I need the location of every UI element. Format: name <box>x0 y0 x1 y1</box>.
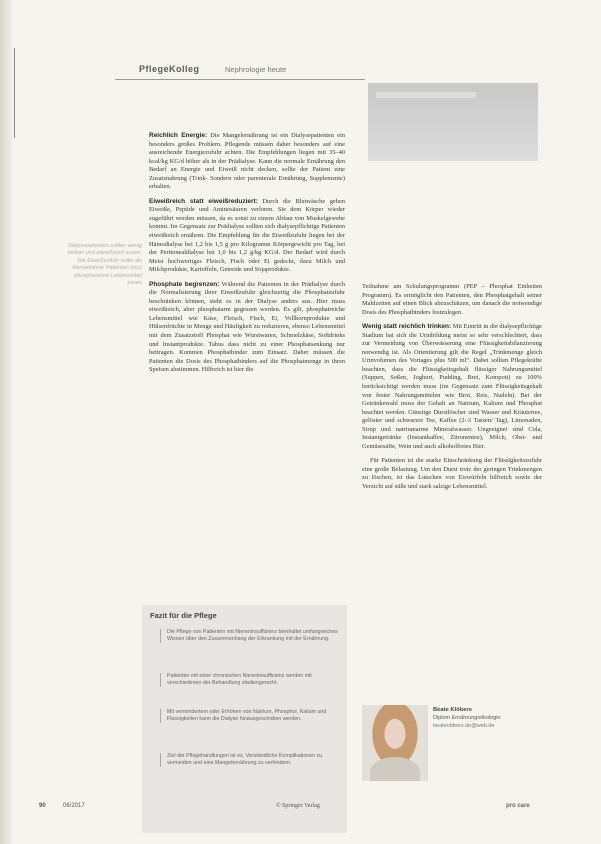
paragraph-heading: Eiweißreich statt eiweißreduziert: <box>149 197 258 205</box>
page-header <box>115 64 555 80</box>
left-column <box>149 132 345 381</box>
section-title: Nephrologie heute <box>225 65 287 74</box>
paragraph-text: Während die Patienten in der Prädialyse durch die Normalisierung ihrer Eiweißzufuhr gleichzeitig die Phosphatzufuhr beschränken können, steht es in der Dialyse anders aus. Hier muss eiweißreich, aber phosphatarm gegessen werden. Es gilt, phosphatreiche Lebensmittel wie Käse, Fleisch, Fisch, Ei, Vollkornprodukte und Hülsenfrüchte in Menge und Häufigkeit zu reduzieren, ebenso Lebensmittel mit dem Zusatzstoff Phosphat wie Wurstwaren, Schmelzkäse, Softdrinks und Instantprodukte. Tabus dass nicht zu einer Phosphatsenkung nur beitragen. Kommen Phosphatbinder zum Einsatz. Daher müssen die Patienten die Dosis des Phosphatbinders auf die Phosphatmenge in ihren Speisen abstimmen. Hilfreich ist hier die <box>149 280 345 374</box>
page-number: 90 <box>39 803 46 809</box>
fazit-item: Mit vermindertem oder Erhöhen von Natrium, Phosphor, Kalium und Flüssigkeiten kann die Dialyse hinausgeschoben werden. <box>160 709 347 723</box>
issue-number: 06/2017 <box>63 803 85 809</box>
paragraph-heading: Phosphate begrenzen: <box>149 280 220 288</box>
fazit-item: Ziel der Pflegehandlungen ist es, Verständliche Komplikationen zu vermeiden und eine Mangelernährung zu verhindern. <box>160 753 347 767</box>
header-rule <box>115 79 365 80</box>
author-name: Beate Klöbers <box>433 707 472 713</box>
fazit-item: Die Pflege von Patienten mit Niereninsuffizienz beinhaltet umfangreiches Wissen über den Zusammenhang der Erkrankung mit der Ernährung. <box>160 629 347 643</box>
gray-box-highlight <box>376 92 476 98</box>
author-website: beateobbers.de@web.de <box>433 723 495 729</box>
right-column <box>362 283 542 498</box>
paragraph-text: Die Mangelernährung ist ein Dialysepatienten ein besonders großes Problem. Pflegende müssen daher besonders auf eine ausreichende Energiezufuhr achten. Die Empfehlungen liegen mit 35–40 kcal/kg KG/d höher als in der Prädialyse. Kann die normale Ernährung den Bedarf an Energie und Eiweiß nicht decken, sollte der Patient eine Zusatznahrung (Trink- Sondern oder parenterale Ernährung, Supplemente) erhalten. <box>149 132 345 191</box>
fazit-box <box>142 605 347 833</box>
paragraph <box>149 281 345 375</box>
paragraph-heading: Reichlich Energie: <box>149 132 208 139</box>
author-shoulders <box>370 757 420 781</box>
author-role: Diplom Ernährungsökologin <box>433 715 501 721</box>
paragraph-text: Mit Eintritt in die dialysepflichtige Stadium hat sich die Urinbildung meist so sehr verschlechtert, dass zur Vermeidung von Überwässerung eine Flüssigkeitsbilanzierung notwendig ist. Als Orientierung gilt die Regel „Trinkmenge gleich Urinvolumen des Vortages plus 500 ml“. Dabei sollten Pflegekräfte beachten, dass die Flüssigkeitsgehalt flüssiger Nahrungsmittel (Suppen, Soßen, Joghurt, Pudding, Brei, Kompott) zu 100% berücksichtigt werden muss (im Gegensatz zum Flüssigkeitsgehalt von fester Nahrungsmittelen wie Brot, Reis, Nudeln). Bei der Getränkewahl muss der Gehalt an Natrium, Kalium und Phosphat beachtet werden. Günstige Durstlöscher sind Wasser und Kräutertee, gelöster und schwarzer Tee, Kaffee (2–3 Tassen/ Tag), Limonaden, Sirup und natriumarme Mineralwasser. Ungeeignet sind Cola, Instantgetränke (Instantkaffee, Zitronentee), Milch, Obst- und Gemüsesäfte, Wein und auch alkoholfreies Bier. <box>362 323 542 450</box>
margin-rule <box>14 48 15 138</box>
paragraph <box>149 198 345 275</box>
publisher: © Springer Verlag <box>276 803 320 809</box>
paragraph-text: Teilnahme am Schulungsprogramm (PEP – Phosphat Einheiten Programm). Es ermöglicht den Patienten, den Phosphatgehalt seiner Mahlzeiten auf einen Blick abzuschätzen, um danach die notwendige Dosis des Phosphatbinders festzulegen. <box>362 283 542 316</box>
fazit-item: Patienten mit einer chronischen Niereninsuffizienz werden mit verschiedenen der Behandlung stadiengerecht. <box>160 673 347 687</box>
journal-logo: PflegeKolleg <box>139 64 200 74</box>
binding-shadow <box>0 0 14 844</box>
paragraph-text: Für Patienten ist die starke Einschränkung der Flüssigkeitszufuhr eine große Belastung. Um den Durst trotz der geringen Trinkmengen zu löschen, ist das Lutschen von Eiswürfeln hilfreich sowie der Verzicht auf süße und stark salzige Lebensmittel. <box>362 457 542 491</box>
pull-quote: Dialysepatienten sollten wenig trinken und eiweißreich essen. Die Eiweißzufuhr sollte als Hämodialyse Patienten (nur) phosphatarme Lebensmittel essen <box>67 243 142 287</box>
paragraph <box>362 323 542 451</box>
paragraph <box>362 457 542 491</box>
paragraph <box>149 132 345 192</box>
paragraph-heading: Wenig statt reichlich trinken: <box>362 323 452 331</box>
paragraph-text: Durch die Blutwäsche gehen Eiweiße, Peptide und Aminosäuren verloren. Sie dem Körper wieder zugeführt werden müssen, da es sonst zu einem Abbau von Muskelgewebe kommt. Im Gegensatz zur Prädialyse sollten sich dialysepflichtige Patienten eiweißreich ernähren. Die Empfehlung für die Eiweißzufuhr liegen bei der Hämodialyse bei 1,2 bis 1,5 g pro Kilogramm Körpergewicht pro Tag, bei der Peritonealdialyse bei 1,0 bis 1,2 g/kg KG/d. Der Bedarf wird durch Meist hochwertiges Fleisch, Fisch oder Ei gedeckt, dazu Milch und Milchprodukte, Kartoffeln, Getreide und Sojaprodukte. <box>149 197 345 274</box>
journal-name: pro care <box>506 803 530 809</box>
fazit-title: Fazit für die Pflege <box>150 611 217 620</box>
author-photo <box>362 705 428 781</box>
paragraph <box>362 283 542 317</box>
